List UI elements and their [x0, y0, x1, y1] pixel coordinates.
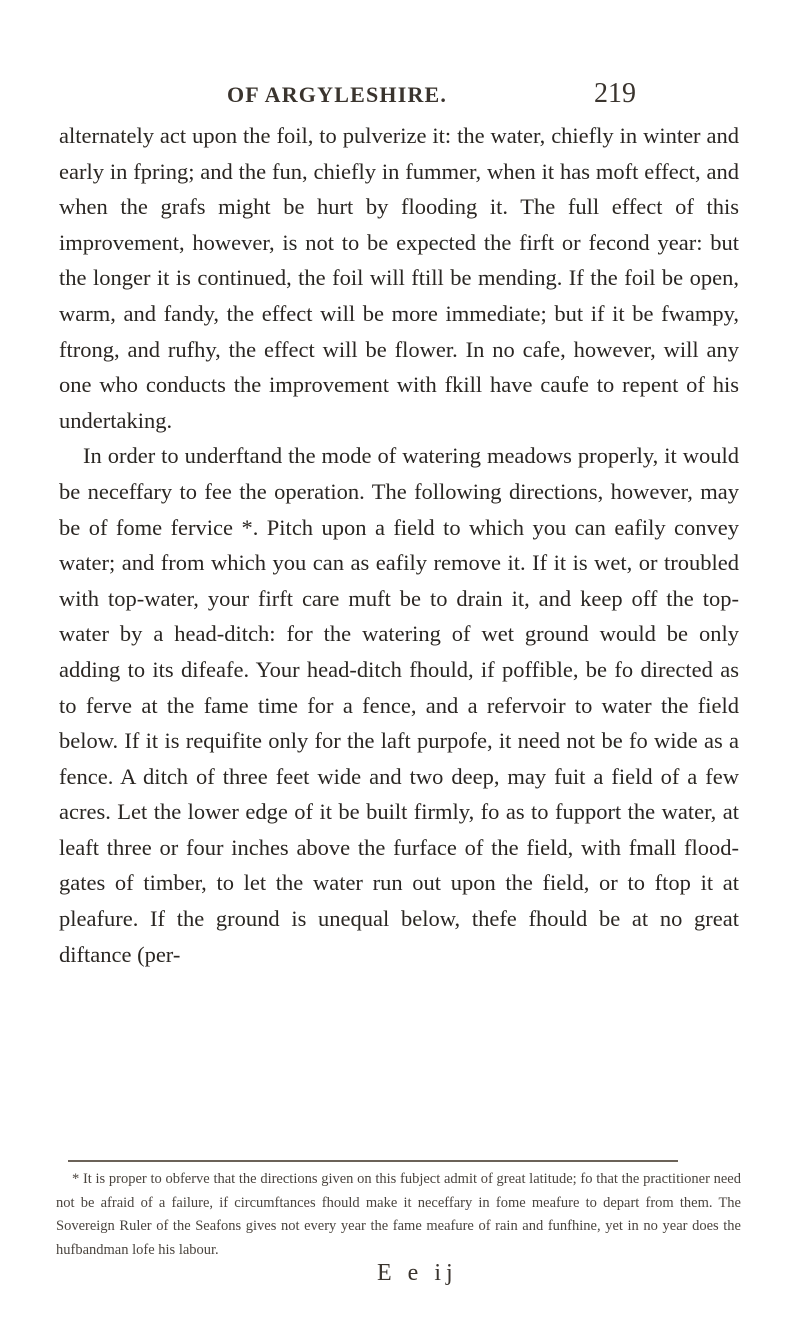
- paragraph: In order to underftand the mode of watering meadows properly, it would be neceffary to fee the operation. The following directions, however, may be of fome fervice *. Pitch upon a field to which you can eafily convey water; and from which you can as eafily remove it. If it is wet, or troubled with top-water, your firft care muft be to drain it, and keep off the top-water by a head-ditch: for the watering of wet ground would be only adding to its difeafe. Your head-ditch fhould, if poffible, be fo directed as to ferve at the fame time for a fence, and a refervoir to water the field below. If it is requifite only for the laft purpofe, it need not be fo wide as a fence. A ditch of three feet wide and two deep, may fuit a field of a few acres. Let the lower edge of it be built firmly, fo as to fupport the water, at leaft three or four inches above the furface of the field, with fmall flood-gates of timber, to let the water run out upon the field, or to ftop it at pleafure. If the ground is unequal below, thefe fhould be at no great diftance (per-: [59, 443, 739, 967]
- page-header: [0, 72, 800, 112]
- paragraph: alternately act upon the foil, to pulverize it: the water, chiefly in winter and early in fpring; and the fun, chiefly in fummer, when it has moft effect, and when the grafs might be hurt by flooding it. The full effect of this improvement, however, is not to be expected the firft or fecond year: but the longer it is continued, the foil will ftill be mending. If the foil be open, warm, and fandy, the effect will be more immediate; but if it be fwampy, ftrong, and rufhy, the effect will be flower. In no cafe, however, will any one who conducts the improvement with fkill have caufe to repent of his undertaking.: [59, 123, 739, 433]
- footnote: * It is proper to obferve that the directions given on this fubject admit of great latitude; fo that the practitioner need not be afraid of a failure, if circumftances fhould make it neceffary in fome meafure to depart from them. The Sovereign Ruler of the Seafons gives not every year the fame meafure of rain and funfhine, yet in no year does the hufbandman lofe his labour.: [56, 1171, 741, 1258]
- body-text: [59, 118, 739, 972]
- running-head: OF ARGYLESHIRE.: [227, 82, 448, 107]
- footnote-divider: [68, 1160, 678, 1162]
- page-number: 219: [594, 78, 636, 109]
- signature-mark: E e ij: [377, 1260, 458, 1286]
